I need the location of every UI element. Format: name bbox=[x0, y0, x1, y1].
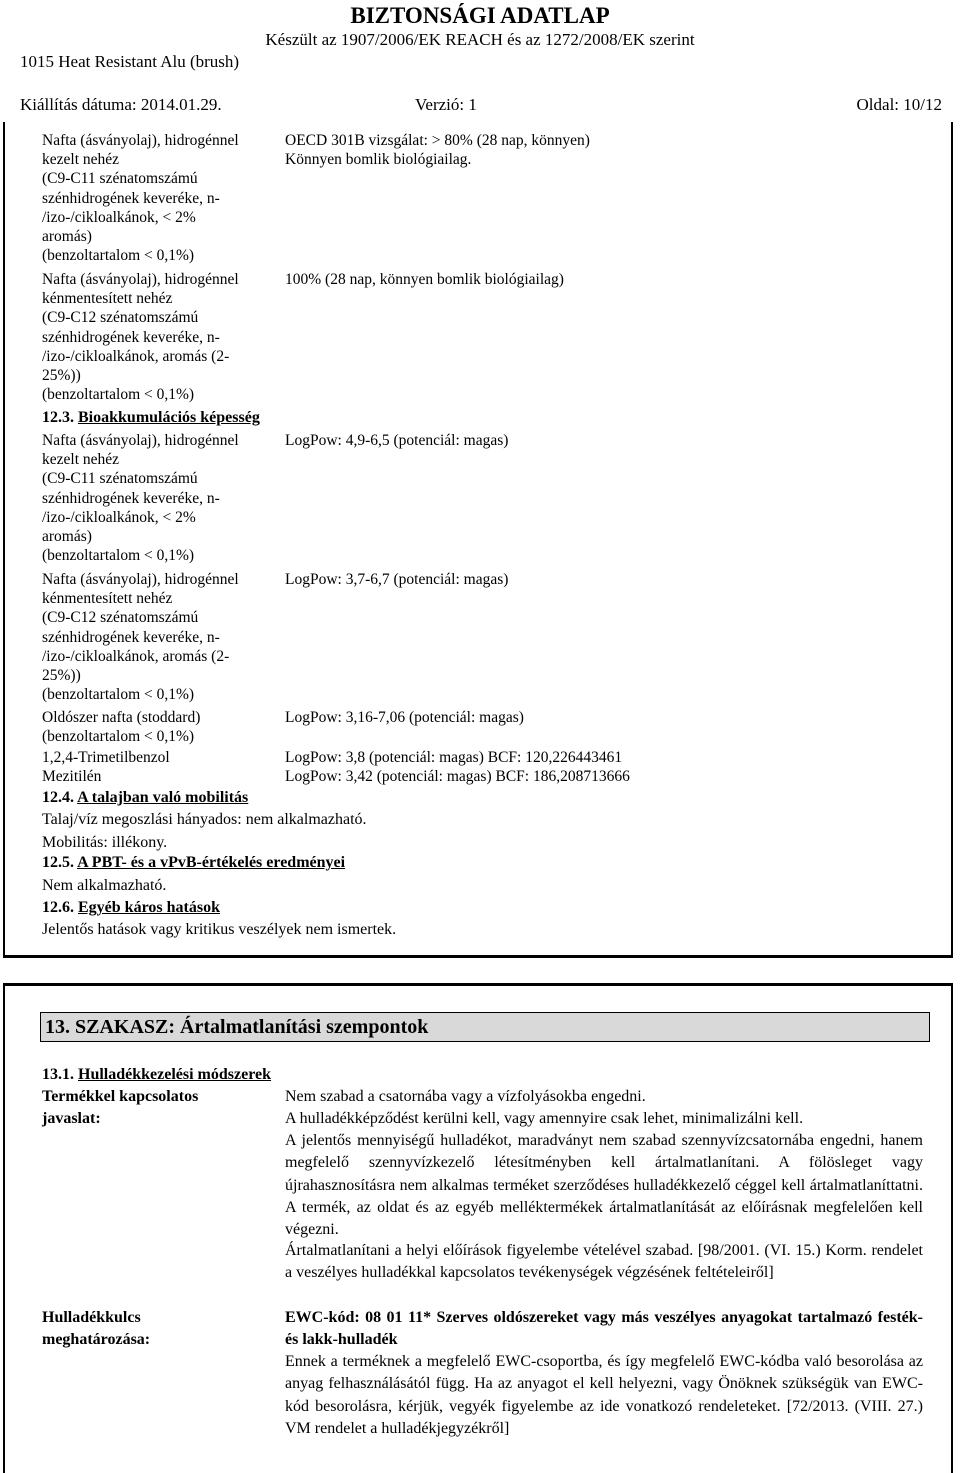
section-13-title: 13. SZAKASZ: Ártalmatlanítási szempontok bbox=[40, 1012, 930, 1042]
pbt-result: Nem alkalmazható. bbox=[42, 877, 167, 894]
substance-line: (benzoltartalom < 0,1%) bbox=[42, 247, 195, 265]
substance-line: 25%)) bbox=[42, 667, 81, 684]
document-title: BIZTONSÁGI ADATLAP bbox=[350, 3, 610, 28]
section-number: 12.6. bbox=[42, 899, 74, 916]
substance-line: (benzoltartalom < 0,1%) bbox=[42, 728, 195, 746]
substance-line: (benzoltartalom < 0,1%) bbox=[42, 686, 195, 704]
substance-line: szénhidrogének keveréke, n- bbox=[42, 328, 220, 346]
substance-line: (benzoltartalom < 0,1%) bbox=[42, 547, 195, 565]
product-name: 1015 Heat Resistant Alu (brush) bbox=[20, 52, 240, 71]
other-effects: Jelentős hatások vagy kritikus veszélyek nem ismertek. bbox=[42, 921, 397, 938]
section-13-1-heading bbox=[42, 1065, 271, 1085]
section-number: 12.4. bbox=[42, 789, 74, 806]
substance-line: szénhidrogének keveréke, n- bbox=[42, 189, 220, 207]
value-line: LogPow: 3,8 (potenciál: magas) BCF: 120,226443461 bbox=[285, 749, 623, 766]
section-12-4-heading bbox=[42, 788, 248, 808]
substance-line: aromás) bbox=[42, 228, 92, 245]
waste-text: Ennek a terméknek a megfelelő EWC-csoportba, és így megfelelő EWC-kódba való besorolása az anyag felhasználásától függ. Ha az anyagot el kell helyezni, vagy Önöknek szükségük van EWC-kód besorolásra, kérjük, vegyék figyelembe az ide vonatkozó rendeleteket. [72/2013. (VIII. 27.) VM rendelet a hulladékjegyzékről] bbox=[285, 1353, 923, 1437]
waste-code-label bbox=[42, 1307, 150, 1351]
substance-line: 25%)) bbox=[42, 367, 81, 384]
substance-line: Nafta (ásványolaj), hidrogénnel bbox=[42, 432, 239, 449]
substance-line: aromás) bbox=[42, 528, 92, 545]
value-line: LogPow: 3,42 (potenciál: magas) BCF: 186,208713666 bbox=[285, 768, 630, 785]
substance-line: (C9-C12 szénatomszámú bbox=[42, 609, 199, 627]
section-12-6-heading bbox=[42, 898, 220, 918]
label-line: Hulladékkulcs bbox=[42, 1309, 141, 1326]
value-line: LogPow: 3,16-7,06 (potenciál: magas) bbox=[285, 709, 524, 726]
substance-line: (C9-C12 szénatomszámú bbox=[42, 309, 199, 327]
product-text-4: Ártalmatlanítani a helyi előírások figyelembe vételével szabad. [98/2001. (VI. 15.) Korm. rendelet a veszélyes hulladékkal kapcsolatos tevékenységek végzésének feltételeiről] bbox=[285, 1242, 923, 1282]
value-line: LogPow: 4,9-6,5 (potenciál: magas) bbox=[285, 432, 509, 449]
substance-line: (C9-C11 szénatomszámú bbox=[42, 170, 198, 188]
page-number: Oldal: 10/12 bbox=[856, 95, 942, 114]
section-title: A talajban való mobilitás bbox=[77, 789, 249, 806]
substance-line: Nafta (ásványolaj), hidrogénnel bbox=[42, 132, 239, 149]
substance-line: (benzoltartalom < 0,1%) bbox=[42, 386, 195, 404]
section-number: 12.5. bbox=[42, 854, 74, 871]
substance-line: kezelt nehéz bbox=[42, 151, 120, 169]
substance-line: kénmentesített nehéz bbox=[42, 290, 173, 308]
substance-line: (C9-C11 szénatomszámú bbox=[42, 470, 198, 488]
substance-line: szénhidrogének keveréke, n- bbox=[42, 489, 220, 507]
mobility: Mobilitás: illékony. bbox=[42, 834, 168, 851]
section-title: Bioakkumulációs képesség bbox=[78, 409, 260, 426]
product-text-3: A jelentős mennyiségű hulladékot, maradványt nem szabad szennyvízcsatornába engedni, hanem megfelelő szennyvízkezelő létesítményben kell ártalmatlanítani. A fölösleget vagy újrahasznosításra nem alkalmas terméket szerződéses hulladékkezelő céggel kell ártalmatlaníttatni. A termék, az oldat és az egyéb melléktermékek ártalmatlanítását az előírásnak megfelelően kell végezni. bbox=[285, 1132, 923, 1239]
value-line: 100% (28 nap, könnyen bomlik biológiailag) bbox=[285, 271, 564, 288]
substance-line: kénmentesített nehéz bbox=[42, 590, 173, 608]
substance-line: Mezitilén bbox=[42, 768, 102, 785]
ewc-code: EWC-kód: 08 01 11* Szerves oldószereket vagy más veszélyes anyagokat tartalmazó festék- és lakk-hulladék bbox=[285, 1309, 923, 1349]
section-title: Egyéb káros hatások bbox=[78, 899, 220, 916]
issue-date: Kiállítás dátuma: 2014.01.29. bbox=[20, 95, 222, 114]
label-line: Termékkel kapcsolatos bbox=[42, 1088, 199, 1105]
substance-line: Nafta (ásványolaj), hidrogénnel bbox=[42, 571, 239, 588]
label-line: javaslat: bbox=[42, 1110, 101, 1127]
soil-water-partition: Talaj/víz megoszlási hányados: nem alkalmazható. bbox=[42, 811, 367, 828]
substance-line: /izo-/cikloalkánok, aromás (2- bbox=[42, 647, 230, 665]
label-line: meghatározása: bbox=[42, 1331, 151, 1348]
value-line: OECD 301B vizsgálat: > 80% (28 nap, könnyen) bbox=[285, 132, 590, 149]
section-title: A PBT- és a vPvB-értékelés eredményei bbox=[77, 854, 346, 871]
value-line: Könnyen bomlik biológiailag. bbox=[285, 151, 472, 169]
version: Verzió: 1 bbox=[415, 95, 477, 114]
substance-line: szénhidrogének keveréke, n- bbox=[42, 628, 220, 646]
substance-line: Oldószer nafta (stoddard) bbox=[42, 709, 201, 726]
section-number: 12.3. bbox=[42, 409, 74, 426]
section-number: 13.1. bbox=[42, 1066, 74, 1083]
regulation-subtitle: Készült az 1907/2006/EK REACH és az 1272/2008/EK szerint bbox=[265, 30, 695, 49]
substance-line: /izo-/cikloalkánok, < 2% bbox=[42, 508, 196, 526]
substance-line: kezelt nehéz bbox=[42, 451, 120, 469]
value-line: LogPow: 3,7-6,7 (potenciál: magas) bbox=[285, 571, 509, 588]
substance-line: 1,2,4-Trimetilbenzol bbox=[42, 749, 170, 766]
product-recommendation-label bbox=[42, 1086, 198, 1130]
section-title: Hulladékkezelési módszerek bbox=[78, 1066, 272, 1083]
section-12-5-heading bbox=[42, 853, 345, 873]
product-text-1: Nem szabad a csatornába vagy a vízfolyásokba engedni. bbox=[285, 1088, 646, 1105]
substance-line: /izo-/cikloalkánok, < 2% bbox=[42, 208, 196, 226]
substance-line: /izo-/cikloalkánok, aromás (2- bbox=[42, 347, 230, 365]
substance-line: Nafta (ásványolaj), hidrogénnel bbox=[42, 271, 239, 288]
product-text-2: A hulladékképződést kerülni kell, vagy amennyire csak lehet, minimalizálni kell. bbox=[285, 1110, 804, 1127]
section-12-3-heading bbox=[42, 408, 260, 428]
